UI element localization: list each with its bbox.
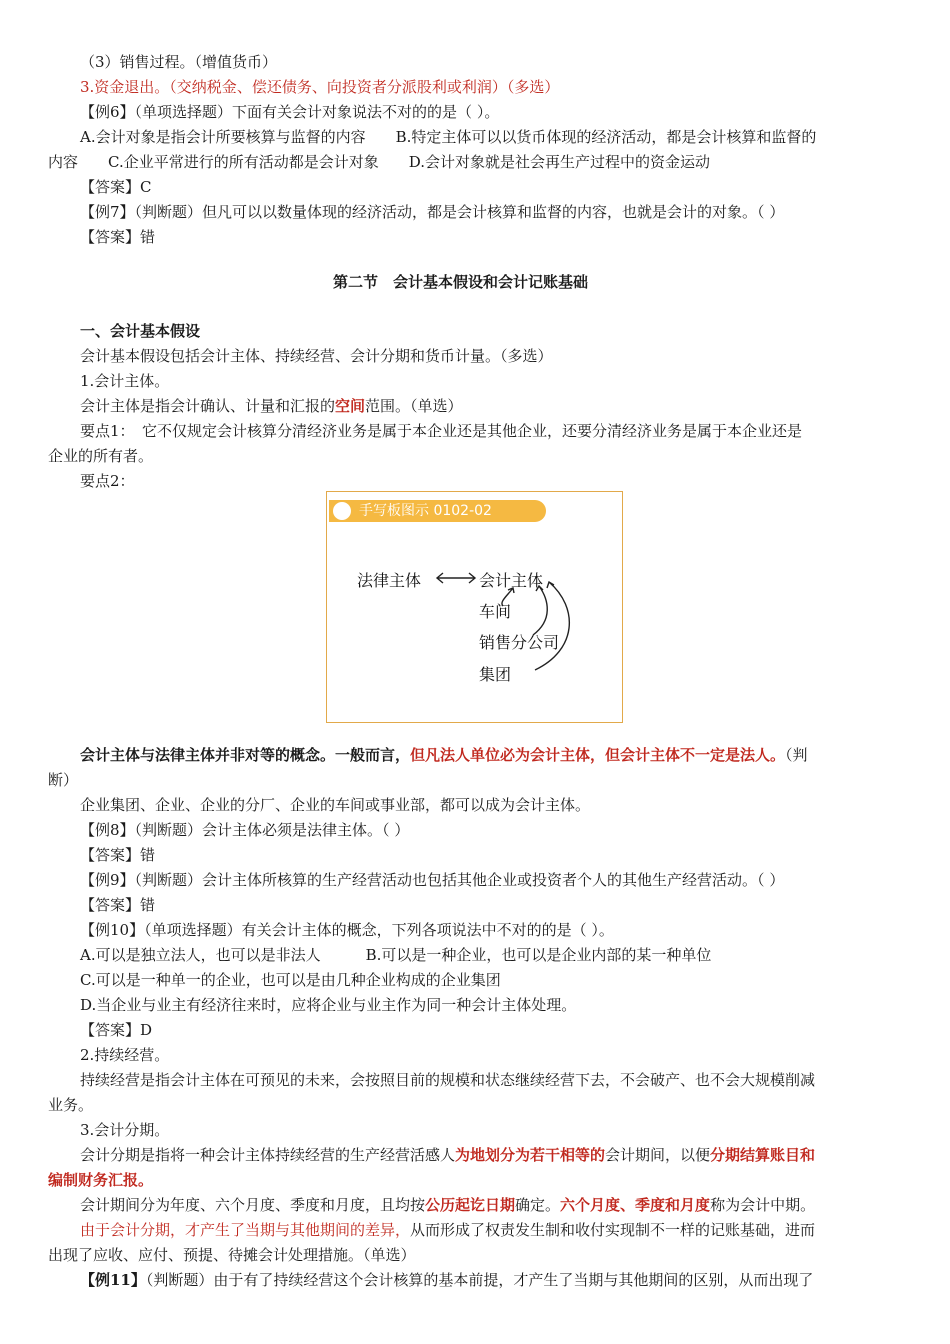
example-question: 【例10】（单项选择题）有关会计主体的概念，下列各项说法中不对的的是（ ）。 [80, 921, 614, 939]
highlight-span: 公历起讫日期 [425, 1196, 516, 1214]
text-line: 1.会计主体。 [80, 372, 170, 390]
section-title: 第二节 会计基本假设和会计记账基础 [333, 273, 589, 291]
text-line: 内容 C.企业平常进行的所有活动都是会计对象 D.会计对象就是社会再生产过程中的资金运动 [48, 153, 710, 171]
text-line: 出现了应收、应付、预提、待摊会计处理措施。（单选） [48, 1246, 416, 1264]
text-line: 编制财务汇报。 [48, 1171, 154, 1189]
accounting-entity-label: 会计主体 [479, 571, 544, 590]
answer-line: 【答案】错 [80, 228, 156, 246]
text-span: 【例11】 [80, 1271, 146, 1289]
text-span: 从而形成了权责发生制和收付实现制不一样的记账基础，进而 [410, 1221, 816, 1239]
answer-line: 【答案】C [80, 178, 152, 196]
text-line: 断） [48, 771, 79, 789]
text-line [80, 395, 463, 417]
text-line: 会计基本假设包括会计主体、持续经营、会计分期和货币计量。（多选） [80, 347, 553, 365]
text-span: 会计主体是指会计确认、计量和汇报的 [80, 397, 336, 415]
highlight-span: 六个月度、季度和月度 [560, 1196, 711, 1214]
text-span: 会计主体与法律主体并非对等的概念。一般而言， [80, 746, 411, 764]
text-line: （3）销售过程。（增值货币） [80, 53, 278, 71]
text-line: 持续经营是指会计主体在可预见的未来，会按照目前的规模和状态继续经营下去，不会破产、也不会大规模削减 [80, 1071, 816, 1089]
answer-line: 【答案】D [80, 1021, 153, 1039]
text-line [80, 744, 808, 766]
text-line: 2.持续经营。 [80, 1046, 170, 1064]
example-question [80, 1269, 813, 1291]
group-label: 集团 [479, 665, 512, 684]
text-line: 要点1： 它不仅规定会计核算分清经济业务是属于本企业还是其他企业，还要分清经济业务是属于本企业还是 [80, 422, 803, 440]
text-line: 要点2： [80, 472, 135, 490]
highlight-span: 为地划分为若干相等的 [455, 1146, 606, 1164]
example-question: 【例6】（单项选择题）下面有关会计对象说法不对的的是（ ）。 [80, 103, 500, 121]
highlight-span: 空间 [335, 397, 366, 415]
handwriting-figure [326, 491, 623, 723]
text-span: 会计分期是指将一种会计主体持续经营的生产经营活感人 [80, 1146, 456, 1164]
text-line: D.当企业与业主有经济往来时，应将企业与业主作为同一种会计主体处理。 [80, 996, 577, 1014]
text-line: C.可以是一种单一的企业，也可以是由几种企业构成的企业集团 [80, 971, 501, 989]
text-line: 企业集团、企业、企业的分厂、企业的车间或事业部，都可以成为会计主体。 [80, 796, 591, 814]
answer-line: 【答案】错 [80, 896, 156, 914]
text-line [80, 1144, 815, 1166]
heading: 一、会计基本假设 [80, 322, 201, 340]
answer-line: 【答案】错 [80, 846, 156, 864]
text-span: 确定。 [515, 1196, 561, 1214]
highlight-span: 分期结算账目和 [710, 1146, 816, 1164]
highlight-span: 由于会计分期，才产生了当期与其他期间的差异， [80, 1221, 411, 1239]
figure-arrows [327, 492, 624, 724]
text-line: 企业的所有者。 [48, 447, 154, 465]
example-question: 【例7】（判断题）但凡可以以数量体现的经济活动，都是会计核算和监督的内容，也就是会计的对象。（ ） [80, 203, 785, 221]
text-span: 称为会计中期。 [710, 1196, 816, 1214]
text-line [80, 1219, 815, 1241]
text-line [80, 1194, 815, 1216]
highlight-span: 但凡法人单位必为会计主体，但会计主体不一定是法人。 [410, 746, 786, 764]
workshop-label: 车间 [479, 602, 512, 621]
example-question: 【例9】（判断题）会计主体所核算的生产经营活动也包括其他企业或投资者个人的其他生产经营活动。（ ） [80, 871, 785, 889]
legal-entity-label: 法律主体 [357, 571, 422, 590]
text-span: （判 [785, 746, 808, 764]
branch-label: 销售分公司 [479, 633, 560, 652]
text-line: 3.会计分期。 [80, 1121, 170, 1139]
text-span: 会计期间，以便 [605, 1146, 711, 1164]
text-line: A.会计对象是指会计所要核算与监督的内容 B.特定主体可以以货币体现的经济活动，都是会计核算和监督的 [80, 128, 817, 146]
example-question: 【例8】（判断题）会计主体必须是法律主体。（ ） [80, 821, 410, 839]
text-span: 范围。（单选） [365, 397, 463, 415]
figure-badge-label: 手写板图示 0102-02 [359, 503, 492, 519]
text-line: A.可以是独立法人，也可以是非法人 B.可以是一种企业，也可以是企业内部的某一种单位 [80, 946, 712, 964]
text-line: 3.资金退出。（交纳税金、偿还债务、向投资者分派股利或利润）（多选） [80, 78, 560, 96]
text-span: 会计期间分为年度、六个月度、季度和月度，且均按 [80, 1196, 426, 1214]
text-span: （判断题）由于有了持续经营这个会计核算的基本前提，才产生了当期与其他期间的区别，从而出现了 [145, 1271, 814, 1289]
text-line: 业务。 [48, 1096, 94, 1114]
